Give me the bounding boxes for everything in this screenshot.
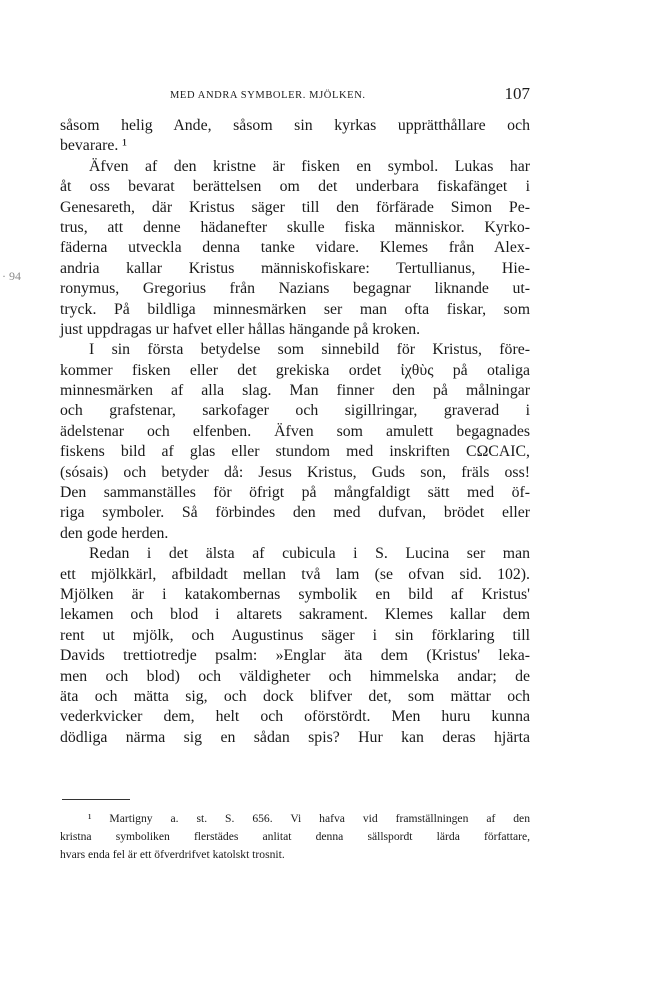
text-line: men och blod) och väldigheter och himmelska andar; de xyxy=(60,667,530,685)
text-line: Genesareth, där Kristus säger till den förfärade Simon Pe- xyxy=(60,198,530,216)
text-line: kommer fisken eller det grekiska ordet ἰχθὺς på otaliga xyxy=(60,361,530,379)
text-line: tryck. På bildliga minnesmärken ser man ofta fiskar, som xyxy=(60,300,530,318)
running-head: MED ANDRA SYMBOLER. MJÖLKEN. xyxy=(170,90,366,101)
text-line: Redan i det älsta af cubicula i S. Lucina ser man xyxy=(89,545,530,563)
text-line: fäderna utveckla denna tanke vidare. Klemes från Alex- xyxy=(60,239,530,257)
text-line: Mjölken är i katakombernas symbolik en bild af Kristus' xyxy=(60,585,530,603)
footnote-line: hvars enda fel är ett öfverdrifvet katolskt trosnit. xyxy=(60,848,285,861)
text-line: och grafstenar, sarkofager och sigillringar, graverad i xyxy=(60,402,530,420)
text-line: såsom helig Ande, såsom sin kyrkas upprätthållare och xyxy=(60,117,530,134)
text-line: Davids trettiotredje psalm: »Englar äta dem (Kristus' leka- xyxy=(60,647,530,665)
page-header xyxy=(60,84,530,108)
footnotes xyxy=(60,810,530,864)
text-line: äta och mätta sig, och dock blifver det, som mättar och xyxy=(60,687,530,705)
footnote-line: kristna symboliken flerstädes anlitat denna sällspordt lärda författare, xyxy=(60,830,530,843)
text-line: fiskens bild af glas eller stundom med inskriften CΩCAIC, xyxy=(60,443,530,461)
text-line: trus, att denne hädanefter skulle fiska människor. Kyrko- xyxy=(60,218,530,236)
text-line: dödliga närma sig en sådan spis? Hur kan deras hjärta xyxy=(60,728,530,746)
body-text xyxy=(60,116,530,748)
text-line: andria kallar Kristus människofiskare: Tertullianus, Hie- xyxy=(60,259,530,277)
text-line: just uppdragas ur hafvet eller hållas hängande på kroken. xyxy=(60,320,421,338)
text-line: Äfven af den kristne är fisken en symbol. Lukas har xyxy=(89,157,530,175)
text-line: ronymus, Gregorius från Nazians begagnar liknande ut- xyxy=(60,280,530,298)
footnote-divider xyxy=(62,799,130,800)
text-line: den gode herden. xyxy=(60,524,169,542)
text-line: vederkvicker dem, helt och oförstördt. Men huru kunna xyxy=(60,708,530,726)
margin-annotation: · 94 xyxy=(2,269,21,283)
text-line: bevarare. ¹ xyxy=(60,137,127,155)
text-line: Den sammanställes för öfrigt på mångfaldigt sätt med öf- xyxy=(60,484,530,502)
footnote-line: ¹ Martigny a. st. S. 656. Vi hafva vid framställningen af den xyxy=(88,812,530,825)
text-line: minnesmärken af alla slag. Man finner den på målningar xyxy=(60,382,530,400)
text-line: I sin första betydelse som sinnebild för Kristus, före- xyxy=(89,341,530,359)
text-line: (sósais) och betyder då: Jesus Kristus, Guds son, fräls oss! xyxy=(60,463,530,481)
page-number: 107 xyxy=(504,84,530,103)
text-line: åt oss bevarat berättelsen om det underbara fiskafänget i xyxy=(60,178,530,196)
text-line: ädelstenar och elfenben. Äfven som amulett begagnades xyxy=(60,422,530,440)
text-line: ett mjölkkärl, afbildadt mellan två lam (se ofvan sid. 102). xyxy=(60,565,530,583)
text-line: lekamen och blod i altarets sakrament. Klemes kallar dem xyxy=(60,606,530,624)
text-line: riga symboler. Så förbindes den med dufvan, brödet eller xyxy=(60,504,530,522)
text-line: rent ut mjölk, och Augustinus säger i sin förklaring till xyxy=(60,626,530,644)
